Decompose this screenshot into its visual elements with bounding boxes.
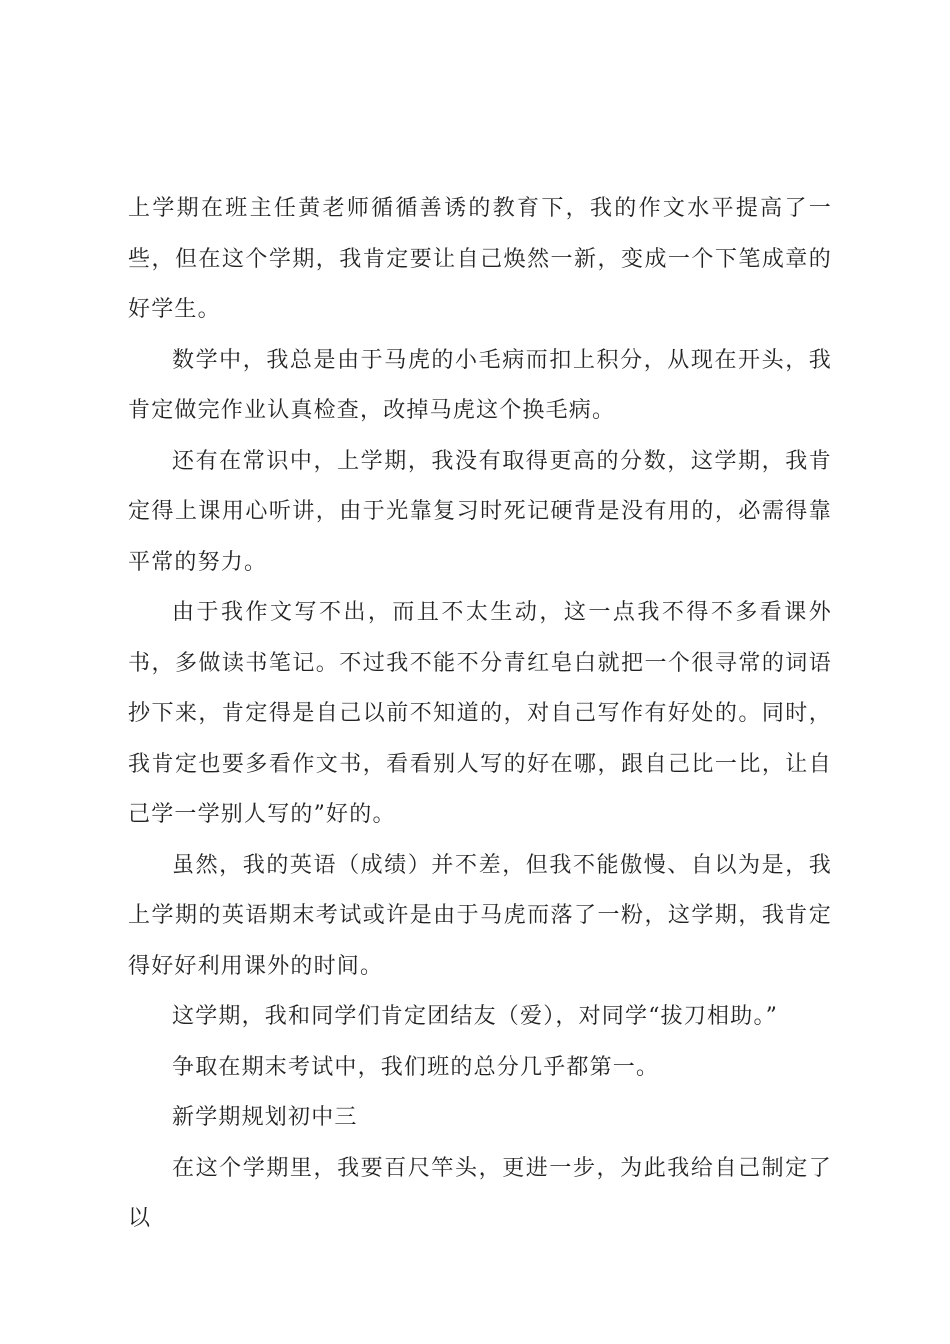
paragraph-5: 虽然，我的英语（成绩）并不差，但我不能傲慢、自以为是，我上学期的英语期末考试或许是由于马虎而落了一粉，这学期，我肯定得好好利用课外的时间。 [128, 852, 832, 979]
paragraph-1: 上学期在班主任黄老师循循善诱的教育下，我的作文水平提高了一些，但在这个学期，我肯定要让自己焕然一新，变成一个下笔成章的好学生。 [128, 196, 832, 322]
document-body [128, 184, 832, 1245]
paragraph-7: 争取在期末考试中，我们班的总分几乎都第一。 [172, 1054, 660, 1080]
paragraph-8: 在这个学期里，我要百尺竿头，更进一步，为此我给自己制定了以 [128, 1155, 832, 1231]
paragraph-4: 由于我作文写不出，而且不太生动，这一点我不得不多看课外书，多做读书笔记。不过我不能不分青红皂白就把一个很寻常的词语抄下来，肯定得是自己以前不知道的，对自己写作有好处的。同时，我肯定也要多看作文书，看看别人写的好在哪，跟自己比一比，让自己学一学别人写的”好的。 [128, 600, 832, 827]
paragraph-3: 还有在常识中，上学期，我没有取得更高的分数，这学期，我肯定得上课用心听讲，由于光靠复习时死记硬背是没有用的，必需得靠平常的努力。 [128, 448, 832, 575]
section-heading: 新学期规划初中三 [172, 1105, 358, 1130]
paragraph-2: 数学中，我总是由于马虎的小毛病而扣上积分，从现在开头，我肯定做完作业认真检查，改掉马虎这个换毛病。 [128, 347, 832, 423]
paragraph-6: 这学期，我和同学们肯定团结友（爱），对同学“拔刀相助。” [172, 1004, 779, 1029]
